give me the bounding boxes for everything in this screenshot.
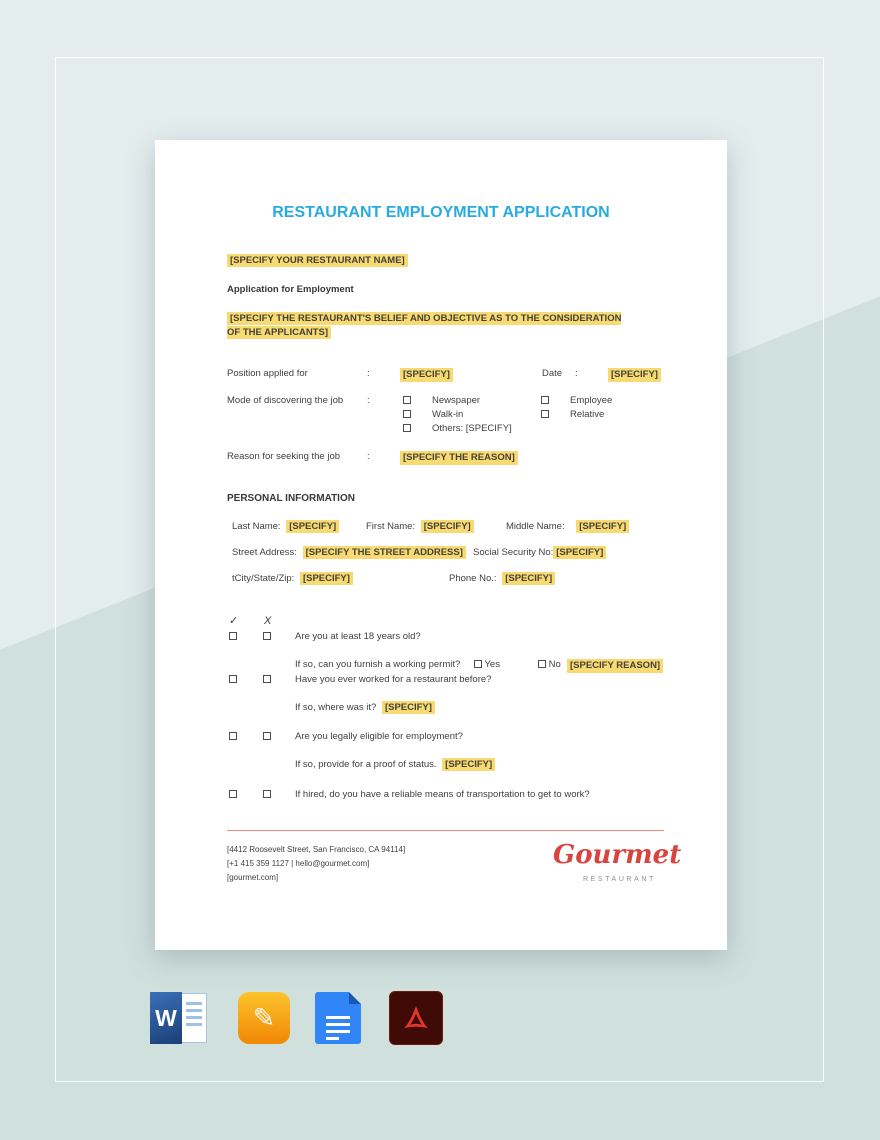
q2-yes-checkbox[interactable]	[229, 675, 237, 683]
pen-icon: ✎	[252, 1002, 276, 1033]
acrobat-a-glyph	[401, 1003, 431, 1033]
position-date-row	[227, 368, 665, 381]
q1-no-checkbox[interactable]	[263, 632, 271, 640]
walkin-checkbox[interactable]	[403, 410, 411, 418]
last-name-value-placeholder: [SPECIFY]	[286, 520, 339, 533]
date-label: Date	[542, 368, 563, 379]
last-name-label: Last Name:	[232, 521, 281, 532]
q2-value-placeholder: [SPECIFY]	[382, 701, 435, 714]
position-value-placeholder: [SPECIFY]	[400, 368, 453, 382]
adobe-acrobat-icon[interactable]	[389, 991, 443, 1045]
q1-no-option	[538, 659, 561, 671]
q1-yes-option	[474, 659, 500, 671]
reason-value-placeholder: [SPECIFY THE REASON]	[400, 451, 518, 465]
newspaper-checkbox[interactable]	[403, 396, 411, 404]
name-fields-row	[227, 521, 665, 534]
q3-text: Are you legally eligible for employment?	[295, 731, 463, 742]
middle-name-field	[506, 521, 629, 533]
mode-colon: :	[367, 395, 370, 406]
q2-no-checkbox[interactable]	[263, 675, 271, 683]
others-checkbox[interactable]	[403, 424, 411, 432]
x-column-header: X	[264, 615, 272, 627]
relative-option-label: Relative	[570, 409, 605, 420]
q1-yes-label: Yes	[484, 659, 500, 670]
street-field	[232, 547, 466, 559]
city-label: tCity/State/Zip:	[232, 573, 295, 584]
checklist-header-row	[227, 615, 665, 628]
footer-contact: [+1 415 359 1127 | hello@gourmet.com]	[227, 859, 370, 868]
first-name-value-placeholder: [SPECIFY]	[421, 520, 474, 533]
employee-option-label: Employee	[570, 395, 613, 406]
belief-statement-placeholder: [SPECIFY THE RESTAURANT'S BELIEF AND OBJECTIVE AS TO THE CONSIDERATION OF THE APPLICANTS]	[227, 313, 622, 338]
others-option-label: Others: [SPECIFY]	[432, 423, 512, 434]
city-phone-row	[227, 573, 665, 586]
q2-followup-field	[295, 702, 435, 714]
relative-checkbox[interactable]	[541, 410, 549, 418]
position-label: Position applied for	[227, 368, 308, 379]
ssn-label: Social Security No:	[473, 547, 554, 558]
middle-name-label: Middle Name:	[506, 521, 565, 532]
last-name-field	[232, 521, 339, 533]
mode-row-3	[227, 423, 665, 436]
q3-followup-text: If so, provide for a proof of status.	[295, 759, 437, 770]
restaurant-name-placeholder: [SPECIFY YOUR RESTAURANT NAME]	[227, 254, 408, 267]
document-page	[155, 140, 727, 950]
q3-yes-checkbox[interactable]	[229, 732, 237, 740]
restaurant-name-row	[227, 255, 665, 268]
street-ssn-row	[227, 547, 665, 560]
ms-word-icon[interactable]	[150, 992, 208, 1044]
phone-label: Phone No.:	[449, 573, 497, 584]
q4-no-checkbox[interactable]	[263, 790, 271, 798]
google-docs-icon[interactable]	[315, 992, 361, 1044]
page-title: RESTAURANT EMPLOYMENT APPLICATION	[272, 204, 610, 221]
date-colon: :	[575, 368, 578, 379]
phone-field	[449, 573, 555, 585]
gourmet-logo-subtext: RESTAURANT	[583, 876, 656, 883]
ssn-value-placeholder: [SPECIFY]	[553, 546, 606, 559]
mode-label: Mode of discovering the job	[227, 395, 344, 406]
working-permit-no-checkbox[interactable]	[538, 660, 546, 668]
question-row-2	[227, 674, 665, 687]
question-row-3-followup	[227, 759, 665, 772]
belief-statement-row	[227, 312, 637, 342]
city-field	[232, 573, 353, 585]
date-value-placeholder: [SPECIFY]	[608, 368, 661, 382]
q1-yes-checkbox[interactable]	[229, 632, 237, 640]
q1-text: Are you at least 18 years old?	[295, 631, 421, 642]
q1-no-label: No	[548, 659, 561, 670]
application-heading-row	[227, 284, 665, 297]
ssn-field	[473, 547, 606, 559]
street-value-placeholder: [SPECIFY THE STREET ADDRESS]	[303, 546, 466, 559]
q1-followup-text: If so, can you furnish a working permit?	[295, 659, 461, 670]
word-letter-panel	[150, 992, 182, 1044]
employee-checkbox[interactable]	[541, 396, 549, 404]
q2-text: Have you ever worked for a restaurant before?	[295, 674, 492, 685]
position-colon: :	[367, 368, 370, 379]
walkin-option-label: Walk-in	[432, 409, 464, 420]
reason-label: Reason for seeking the job	[227, 451, 341, 462]
q1-reason-placeholder: [SPECIFY REASON]	[567, 659, 663, 673]
question-row-4	[227, 789, 665, 802]
question-row-2-followup	[227, 702, 665, 715]
page-fold-icon	[349, 992, 361, 1004]
reason-row	[227, 451, 665, 464]
personal-info-heading: PERSONAL INFORMATION	[227, 493, 355, 504]
footer-website: [gourmet.com]	[227, 873, 279, 882]
mode-row-2	[227, 409, 665, 422]
q4-yes-checkbox[interactable]	[229, 790, 237, 798]
reason-colon: :	[367, 451, 370, 462]
word-letter: W	[155, 1004, 177, 1031]
q4-text: If hired, do you have a reliable means of transportation to get to work?	[295, 789, 590, 800]
middle-name-value-placeholder: [SPECIFY]	[576, 520, 629, 533]
working-permit-yes-checkbox[interactable]	[474, 660, 482, 668]
application-heading: Application for Employment	[227, 284, 354, 295]
apple-pages-icon[interactable]	[238, 992, 290, 1044]
q3-no-checkbox[interactable]	[263, 732, 271, 740]
q3-followup-field	[295, 759, 495, 771]
question-row-1-followup	[227, 659, 665, 672]
mode-row-1	[227, 395, 665, 408]
question-row-3	[227, 731, 665, 744]
footer-divider	[227, 830, 664, 831]
check-column-header: ✓	[229, 615, 239, 627]
question-row-1	[227, 631, 665, 644]
city-value-placeholder: [SPECIFY]	[300, 572, 353, 585]
q3-value-placeholder: [SPECIFY]	[442, 758, 495, 771]
newspaper-option-label: Newspaper	[432, 395, 481, 406]
phone-value-placeholder: [SPECIFY]	[502, 572, 555, 585]
q2-followup-text: If so, where was it?	[295, 702, 377, 713]
first-name-label: First Name:	[366, 521, 416, 532]
street-label: Street Address:	[232, 547, 297, 558]
footer-address: [4412 Roosevelt Street, San Francisco, CA 94114]	[227, 845, 406, 854]
gourmet-logo: Gourmet	[553, 840, 682, 870]
personal-info-heading-row	[227, 493, 665, 506]
first-name-field	[366, 521, 474, 533]
